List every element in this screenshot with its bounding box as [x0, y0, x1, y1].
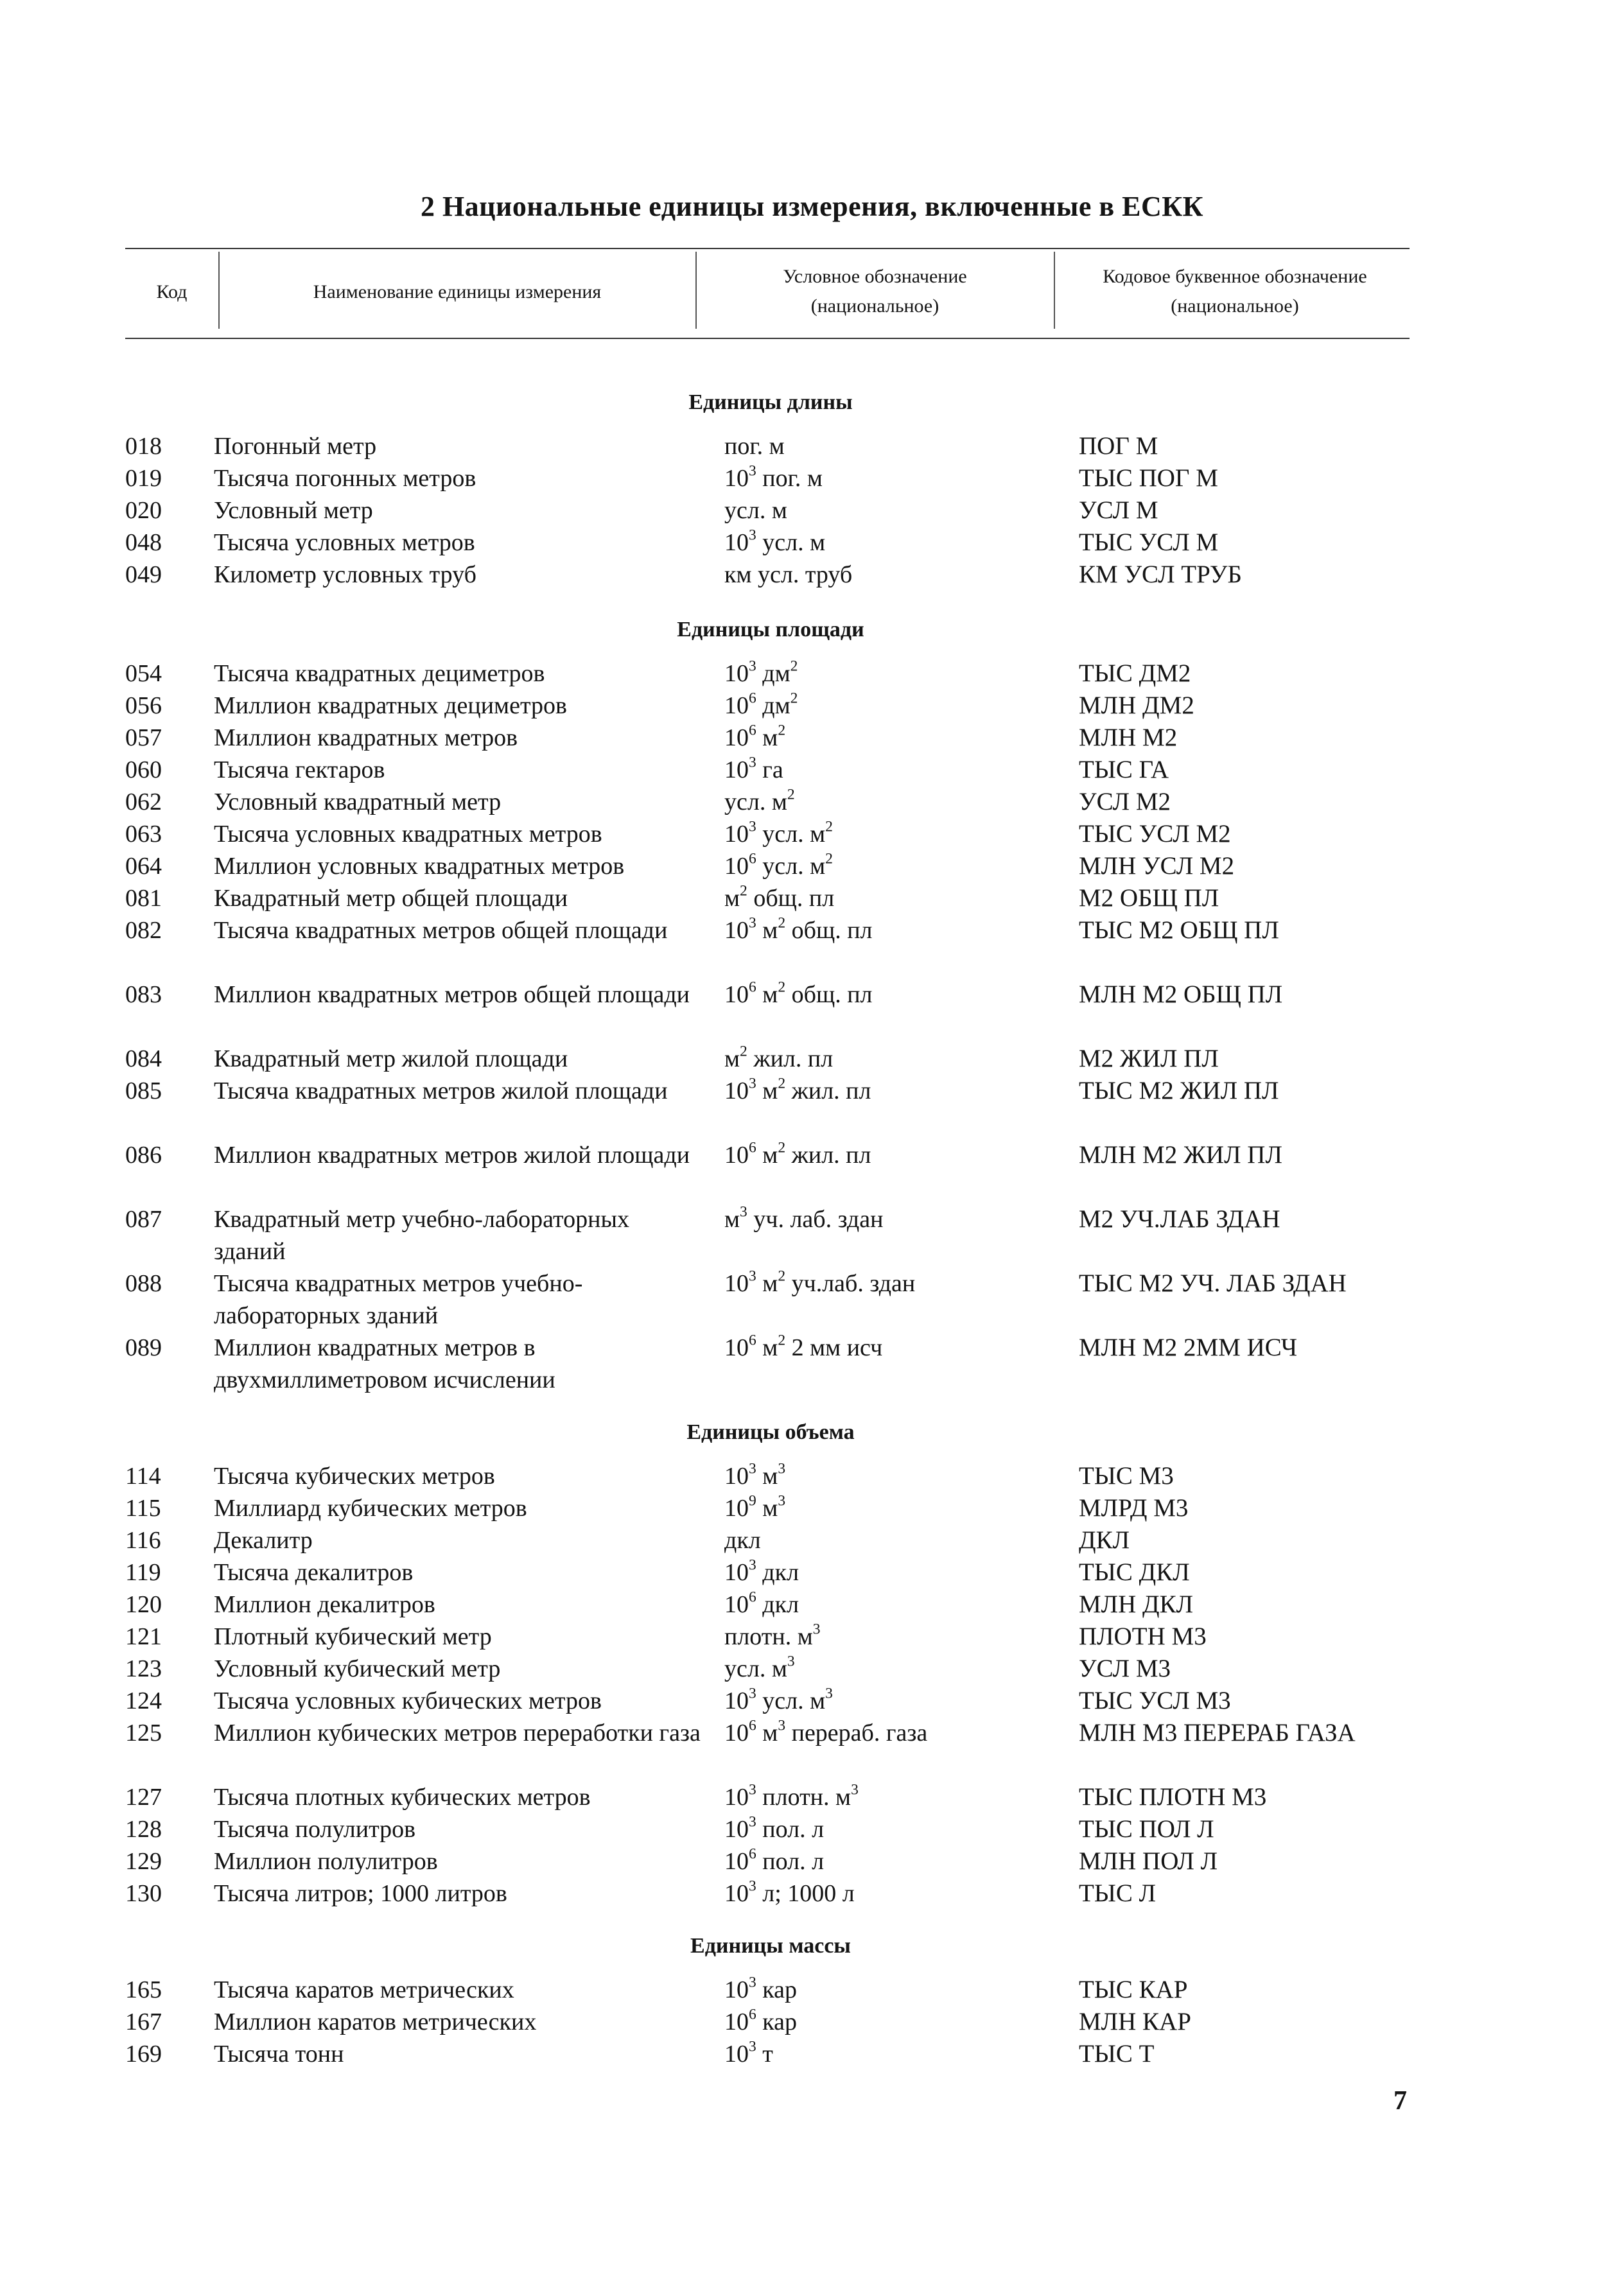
unit-letter-code: ТЫС КАР — [1079, 1976, 1188, 2003]
unit-code: 020 — [125, 497, 162, 524]
unit-letter-code: ПОГ М — [1079, 432, 1158, 460]
unit-code: 165 — [125, 1976, 162, 2003]
section-title: Единицы площади — [677, 618, 864, 641]
unit-letter-code: МЛН КАР — [1079, 2008, 1191, 2035]
unit-symbol: усл. м — [724, 497, 787, 524]
unit-symbol: $10^9$ $м^3$ — [724, 1492, 786, 1522]
unit-code: 018 — [125, 433, 162, 460]
unit-code: 082 — [125, 917, 162, 944]
section-title: Единицы длины — [688, 390, 853, 414]
unit-code: 087 — [125, 1206, 162, 1233]
unit-letter-code: УСЛ М — [1079, 496, 1158, 524]
unit-name: Миллион квадратных метров в двухмиллиметровом исчислении — [214, 1334, 555, 1393]
unit-code: 089 — [125, 1334, 162, 1361]
unit-code: 048 — [125, 529, 162, 556]
unit-code: 049 — [125, 561, 162, 588]
unit-name: Миллион квадратных дециметров — [214, 692, 567, 719]
unit-letter-code: ТЫС М3 — [1079, 1462, 1174, 1490]
unit-name: Тысяча квадратных дециметров — [214, 660, 545, 687]
unit-symbol: $10^3$ дкл — [724, 1556, 799, 1586]
unit-name: Квадратный метр учебно-лабораторных зданий — [214, 1206, 629, 1265]
unit-name: Миллион условных квадратных метров — [214, 853, 625, 880]
unit-symbol: $10^6$ кар — [724, 2006, 798, 2035]
unit-symbol: $м^3$ уч. лаб. здан — [724, 1203, 884, 1233]
unit-letter-code: УСЛ М3 — [1079, 1655, 1171, 1682]
page-number: 7 — [1393, 2086, 1407, 2116]
unit-code: 125 — [125, 1720, 162, 1746]
unit-name: Тысяча квадратных метров общей площади — [214, 917, 668, 944]
unit-code: 083 — [125, 981, 162, 1008]
unit-name: Миллион полулитров — [214, 1848, 438, 1875]
unit-symbol: $10^3$ т — [724, 2038, 773, 2068]
unit-name: Тысяча гектаров — [214, 756, 385, 783]
unit-name: Тысяча декалитров — [214, 1559, 414, 1586]
unit-code: 063 — [125, 821, 162, 848]
header-letter-line2: (национальное) — [1171, 295, 1299, 317]
unit-name: Тысяча погонных метров — [214, 465, 476, 492]
unit-letter-code: ТЫС ГА — [1079, 756, 1169, 783]
unit-code: 167 — [125, 2008, 162, 2035]
unit-letter-code: МЛН М2 ОБЩ ПЛ — [1079, 980, 1283, 1008]
unit-letter-code: М2 ОБЩ ПЛ — [1079, 884, 1219, 912]
unit-name: Тысяча квадратных метров учебно-лабораторных зданий — [214, 1270, 583, 1329]
section-title: Единицы объема — [686, 1420, 855, 1444]
unit-letter-code: МЛН М2 ЖИЛ ПЛ — [1079, 1141, 1282, 1169]
unit-symbol: $10^6$ $м^2$ — [724, 722, 786, 751]
unit-name: Миллион квадратных метров общей площади — [214, 981, 690, 1008]
unit-letter-code: ТЫС Т — [1079, 2040, 1155, 2068]
unit-code: 057 — [125, 724, 162, 751]
unit-symbol: дкл — [724, 1527, 761, 1554]
unit-symbol: $10^6$ дкл — [724, 1589, 799, 1618]
unit-name: Погонный метр — [214, 433, 377, 460]
unit-symbol: $10^6$ $м^2$ жил. пл — [724, 1139, 871, 1169]
unit-letter-code: МЛН УСЛ М2 — [1079, 852, 1235, 880]
unit-code: 124 — [125, 1687, 162, 1714]
unit-letter-code: ТЫС ДМ2 — [1079, 659, 1191, 687]
unit-symbol: пог. м — [724, 433, 785, 460]
unit-symbol: $10^3$ усл. $м^2$ — [724, 818, 833, 848]
unit-name: Миллион декалитров — [214, 1591, 435, 1618]
unit-code: 130 — [125, 1880, 162, 1907]
unit-symbol: $10^3$ га — [724, 754, 783, 783]
unit-name: Тысяча условных квадратных метров — [214, 821, 602, 848]
header-letter-code — [1055, 262, 1415, 321]
unit-code: 064 — [125, 853, 162, 880]
unit-symbol: $10^3$ $дм^2$ — [724, 658, 798, 687]
unit-name: Условный метр — [214, 497, 373, 524]
unit-name: Тысяча условных метров — [214, 529, 475, 556]
header-symbol-line1: Условное обозначение — [783, 266, 967, 287]
unit-code: 086 — [125, 1142, 162, 1169]
unit-symbol: $10^6$ пол. л — [724, 1845, 825, 1875]
unit-code: 062 — [125, 788, 162, 815]
unit-name: Тысяча полулитров — [214, 1816, 416, 1843]
unit-letter-code: ТЫС УСЛ М — [1079, 528, 1219, 556]
unit-code: 121 — [125, 1623, 162, 1650]
unit-name: Миллион квадратных метров жилой площади — [214, 1142, 690, 1169]
unit-name: Плотный кубический метр — [214, 1623, 492, 1650]
unit-name: Тысяча литров; 1000 литров — [214, 1880, 507, 1907]
unit-code: 123 — [125, 1655, 162, 1682]
unit-letter-code: МЛН М2 — [1079, 724, 1178, 751]
unit-letter-code: МЛН М2 2ММ ИСЧ — [1079, 1334, 1298, 1361]
unit-code: 054 — [125, 660, 162, 687]
section-title: Единицы массы — [690, 1934, 851, 1958]
unit-symbol: $10^3$ усл. м — [724, 527, 826, 556]
unit-name: Тысяча тонн — [214, 2041, 344, 2068]
unit-symbol: $10^3$ $м^3$ — [724, 1460, 786, 1490]
header-code: Код — [156, 281, 188, 302]
unit-name: Километр условных труб — [214, 561, 476, 588]
unit-symbol: $10^3$ $м^2$ уч.лаб. здан — [724, 1267, 916, 1297]
unit-code: 114 — [125, 1463, 161, 1490]
header-name: Наименование единицы измерения — [313, 281, 602, 302]
unit-code: 115 — [125, 1495, 161, 1522]
unit-code: 060 — [125, 756, 162, 783]
header-letter-line1: Кодовое буквенное обозначение — [1103, 266, 1367, 287]
unit-letter-code: КМ УСЛ ТРУБ — [1079, 561, 1242, 588]
unit-symbol: $10^3$ л; 1000 л — [724, 1877, 855, 1907]
unit-letter-code: ТЫС ПОЛ Л — [1079, 1815, 1214, 1843]
unit-symbol: $10^3$ усл. $м^3$ — [724, 1685, 833, 1714]
unit-code: 084 — [125, 1045, 162, 1072]
unit-code: 056 — [125, 692, 162, 719]
unit-symbol: усл. $м^3$ — [724, 1653, 795, 1682]
page-title: 2 Национальные единицы измерения, включенные в ЕСКК — [420, 191, 1204, 222]
unit-letter-code: ТЫС М2 ОБЩ ПЛ — [1079, 916, 1279, 944]
unit-code: 116 — [125, 1527, 161, 1554]
unit-symbol: плотн. $м^3$ — [724, 1621, 821, 1650]
unit-letter-code: М2 УЧ.ЛАБ ЗДАН — [1079, 1205, 1280, 1233]
unit-name: Квадратный метр общей площади — [214, 885, 568, 912]
unit-name: Миллион кубических метров переработки газа — [214, 1720, 701, 1746]
unit-letter-code: МЛН М3 ПЕРЕРАБ ГАЗА — [1079, 1719, 1356, 1746]
header-top-rule — [125, 248, 1410, 249]
unit-name: Миллион квадратных метров — [214, 724, 518, 751]
unit-letter-code: ТЫС М2 ЖИЛ ПЛ — [1079, 1077, 1279, 1104]
unit-symbol: $10^6$ $м^2$ 2 мм исч — [724, 1332, 883, 1361]
unit-name: Тысяча плотных кубических метров — [214, 1784, 591, 1811]
unit-code: 120 — [125, 1591, 162, 1618]
unit-letter-code: ТЫС ПЛОТН М3 — [1079, 1783, 1267, 1811]
unit-letter-code: ТЫС Л — [1079, 1879, 1157, 1907]
unit-symbol: усл. $м^2$ — [724, 786, 795, 815]
unit-letter-code: ТЫС УСЛ М2 — [1079, 820, 1231, 848]
unit-name: Тысяча кубических метров — [214, 1463, 495, 1490]
unit-symbol: $10^3$ пол. л — [724, 1813, 825, 1843]
unit-symbol: $10^6$ усл. $м^2$ — [724, 850, 833, 880]
unit-symbol: $10^6$ $дм^2$ — [724, 690, 798, 719]
unit-symbol: $10^6$ $м^3$ перераб. газа — [724, 1717, 928, 1746]
unit-name: Тысяча условных кубических метров — [214, 1687, 602, 1714]
unit-symbol: $м^2$ жил. пл — [724, 1043, 834, 1072]
header-symbol-line2: (национальное) — [810, 295, 939, 317]
unit-symbol: $10^3$ кар — [724, 1974, 798, 2003]
unit-letter-code: ТЫС ДКЛ — [1079, 1558, 1190, 1586]
unit-name: Тысяча каратов метрических — [214, 1976, 514, 2003]
unit-code: 085 — [125, 1077, 162, 1104]
unit-name: Миллион каратов метрических — [214, 2008, 537, 2035]
unit-code: 019 — [125, 465, 162, 492]
unit-name: Условный квадратный метр — [214, 788, 502, 815]
unit-letter-code: М2 ЖИЛ ПЛ — [1079, 1045, 1219, 1072]
unit-symbol: $10^6$ $м^2$ общ. пл — [724, 979, 873, 1008]
unit-letter-code: МЛРД М3 — [1079, 1494, 1189, 1522]
unit-code: 119 — [125, 1559, 161, 1586]
unit-letter-code: ДКЛ — [1079, 1526, 1130, 1554]
unit-letter-code: ПЛОТН М3 — [1079, 1623, 1207, 1650]
unit-code: 088 — [125, 1270, 162, 1297]
unit-name: Миллиард кубических метров — [214, 1495, 527, 1522]
unit-symbol: $10^3$ пог. м — [724, 462, 823, 492]
unit-letter-code: МЛН ДМ2 — [1079, 692, 1194, 719]
unit-letter-code: ТЫС М2 УЧ. ЛАБ ЗДАН — [1079, 1269, 1347, 1297]
unit-code: 129 — [125, 1848, 162, 1875]
unit-code: 127 — [125, 1784, 162, 1811]
header-bottom-rule — [125, 338, 1410, 339]
unit-code: 169 — [125, 2041, 162, 2068]
unit-code: 081 — [125, 885, 162, 912]
unit-symbol: $10^3$ $м^2$ жил. пл — [724, 1075, 871, 1104]
unit-symbol: $10^3$ $м^2$ общ. пл — [724, 914, 873, 944]
unit-letter-code: МЛН ДКЛ — [1079, 1590, 1194, 1618]
unit-letter-code: МЛН ПОЛ Л — [1079, 1847, 1218, 1875]
unit-letter-code: УСЛ М2 — [1079, 788, 1171, 815]
unit-name: Квадратный метр жилой площади — [214, 1045, 568, 1072]
unit-symbol: $10^3$ плотн. $м^3$ — [724, 1781, 859, 1811]
unit-symbol: $м^2$ общ. пл — [724, 882, 835, 912]
unit-name: Условный кубический метр — [214, 1655, 501, 1682]
unit-name: Декалитр — [214, 1527, 313, 1554]
unit-name: Тысяча квадратных метров жилой площади — [214, 1077, 668, 1104]
unit-letter-code: ТЫС ПОГ М — [1079, 464, 1218, 492]
unit-code: 128 — [125, 1816, 162, 1843]
unit-letter-code: ТЫС УСЛ М3 — [1079, 1687, 1231, 1714]
unit-symbol: км усл. труб — [724, 561, 853, 588]
header-symbol — [697, 262, 1053, 321]
